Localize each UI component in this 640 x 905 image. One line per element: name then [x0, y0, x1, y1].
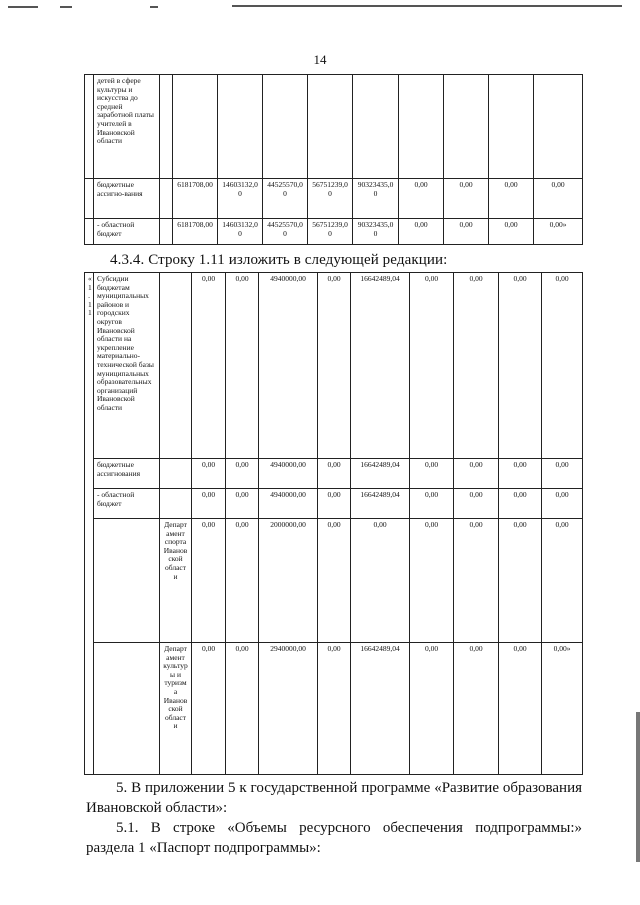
value-cell: 0,00: [318, 273, 351, 459]
row-name-cell: [94, 519, 160, 643]
value-cell: 0,00: [542, 519, 583, 643]
paragraph-item-5: 5. В приложении 5 к государственной программе «Развитие образования Ивановской области»:: [86, 780, 582, 816]
executor-cell: [160, 459, 192, 489]
value-cell: 14603132,00: [218, 179, 263, 219]
value-cell: 0,00»: [542, 643, 583, 775]
value-cell: 0,00: [318, 519, 351, 643]
value-cell: 0,00: [454, 519, 499, 643]
value-cell: 0,00: [410, 273, 454, 459]
row-name-cell: бюджетные ассигнования: [94, 459, 160, 489]
value-cell: 16642489,04: [351, 459, 410, 489]
value-cell: 2940000,00: [259, 643, 318, 775]
value-cell: [444, 75, 489, 179]
value-cell: 16642489,04: [351, 489, 410, 519]
value-cell: 4940000,00: [259, 273, 318, 459]
value-cell: 6181708,00: [173, 179, 218, 219]
value-cell: 0,00: [226, 459, 259, 489]
table-row: [85, 179, 583, 219]
paragraph-item-5-1: 5.1. В строке «Объемы ресурсного обеспечения подпрограммы:» раздела 1 «Паспорт подпрограммы»:: [86, 820, 582, 856]
row-number-cell: «1.11: [85, 273, 94, 775]
value-cell: 0,00: [454, 489, 499, 519]
value-cell: 0,00: [499, 459, 542, 489]
value-cell: 14603132,00: [218, 219, 263, 245]
value-cell: [489, 75, 534, 179]
executor-cell: Департамент спорта Ивановской области: [160, 519, 192, 643]
value-cell: 0,00: [399, 219, 444, 245]
row-name-cell: - областной бюджет: [94, 489, 160, 519]
value-cell: 0,00: [192, 459, 226, 489]
value-cell: [353, 75, 399, 179]
value-cell: 0,00: [444, 219, 489, 245]
value-cell: 0,00: [226, 273, 259, 459]
value-cell: 0,00: [226, 519, 259, 643]
value-cell: 0,00: [192, 519, 226, 643]
value-cell: 4940000,00: [259, 489, 318, 519]
value-cell: 0,00: [226, 489, 259, 519]
value-cell: 44525570,00: [263, 179, 308, 219]
page-number: 14: [313, 52, 327, 67]
row-name-cell: бюджетные ассигно-вания: [94, 179, 160, 219]
value-cell: 90323435,00: [353, 179, 399, 219]
value-cell: 0,00: [318, 459, 351, 489]
value-cell: 0,00: [499, 643, 542, 775]
executor-cell: [160, 273, 192, 459]
row-name-cell: детей в сфере культуры и искусства до средней заработной платы учителей в Ивановской области: [94, 75, 160, 179]
table-row: [85, 519, 583, 643]
value-cell: 0,00: [542, 489, 583, 519]
value-cell: 0,00: [399, 179, 444, 219]
value-cell: 2000000,00: [259, 519, 318, 643]
value-cell: [173, 75, 218, 179]
row-marker-cell: [85, 75, 94, 179]
scan-edge-shadow: [636, 712, 640, 862]
value-cell: 0,00: [410, 519, 454, 643]
value-cell: 0,00: [318, 489, 351, 519]
value-cell: 56751239,00: [308, 179, 353, 219]
value-cell: [263, 75, 308, 179]
value-cell: 0,00: [542, 273, 583, 459]
value-cell: 16642489,04: [351, 273, 410, 459]
table-row: [85, 489, 583, 519]
value-cell: 0,00: [454, 643, 499, 775]
value-cell: 0,00: [454, 273, 499, 459]
value-cell: 0,00: [444, 179, 489, 219]
value-cell: 4940000,00: [259, 459, 318, 489]
value-cell: 0,00: [489, 179, 534, 219]
executor-cell: [160, 75, 173, 179]
value-cell: 90323435,00: [353, 219, 399, 245]
value-cell: 0,00: [454, 459, 499, 489]
row-name-cell: Субсидии бюджетам муниципальных районов и городских округов Ивановской области на укрепление материально-технической базы муниципальных образовательных организаций Ивановской области: [94, 273, 160, 459]
value-cell: 16642489,04: [351, 643, 410, 775]
table-row: [85, 273, 583, 459]
section-heading: 4.3.4. Строку 1.11 изложить в следующей редакции:: [110, 252, 448, 268]
value-cell: 0,00: [499, 519, 542, 643]
value-cell: [534, 75, 583, 179]
row-marker-cell: [85, 179, 94, 219]
executor-cell: Департамент культуры и туризма Ивановской области: [160, 643, 192, 775]
value-cell: 0,00: [489, 219, 534, 245]
value-cell: 6181708,00: [173, 219, 218, 245]
value-cell: 0,00: [534, 179, 583, 219]
budget-table-continued: [84, 74, 583, 245]
scan-top-noise: [0, 2, 640, 12]
table-row: [85, 459, 583, 489]
value-cell: 0,00: [410, 643, 454, 775]
value-cell: 0,00: [192, 643, 226, 775]
table-row: [85, 75, 583, 179]
executor-cell: [160, 219, 173, 245]
value-cell: 0,00»: [534, 219, 583, 245]
value-cell: 0,00: [499, 273, 542, 459]
row-name-cell: - областной бюджет: [94, 219, 160, 245]
value-cell: 0,00: [318, 643, 351, 775]
value-cell: 0,00: [542, 459, 583, 489]
budget-table-row-1-11: [84, 272, 583, 775]
value-cell: 0,00: [192, 273, 226, 459]
value-cell: 0,00: [192, 489, 226, 519]
table-row: [85, 219, 583, 245]
row-name-cell: [94, 643, 160, 775]
value-cell: [218, 75, 263, 179]
value-cell: 0,00: [351, 519, 410, 643]
value-cell: 0,00: [226, 643, 259, 775]
value-cell: 56751239,00: [308, 219, 353, 245]
value-cell: [399, 75, 444, 179]
table-row: [85, 643, 583, 775]
executor-cell: [160, 489, 192, 519]
value-cell: 44525570,00: [263, 219, 308, 245]
row-marker-cell: [85, 219, 94, 245]
value-cell: [308, 75, 353, 179]
value-cell: 0,00: [499, 489, 542, 519]
value-cell: 0,00: [410, 459, 454, 489]
value-cell: 0,00: [410, 489, 454, 519]
executor-cell: [160, 179, 173, 219]
